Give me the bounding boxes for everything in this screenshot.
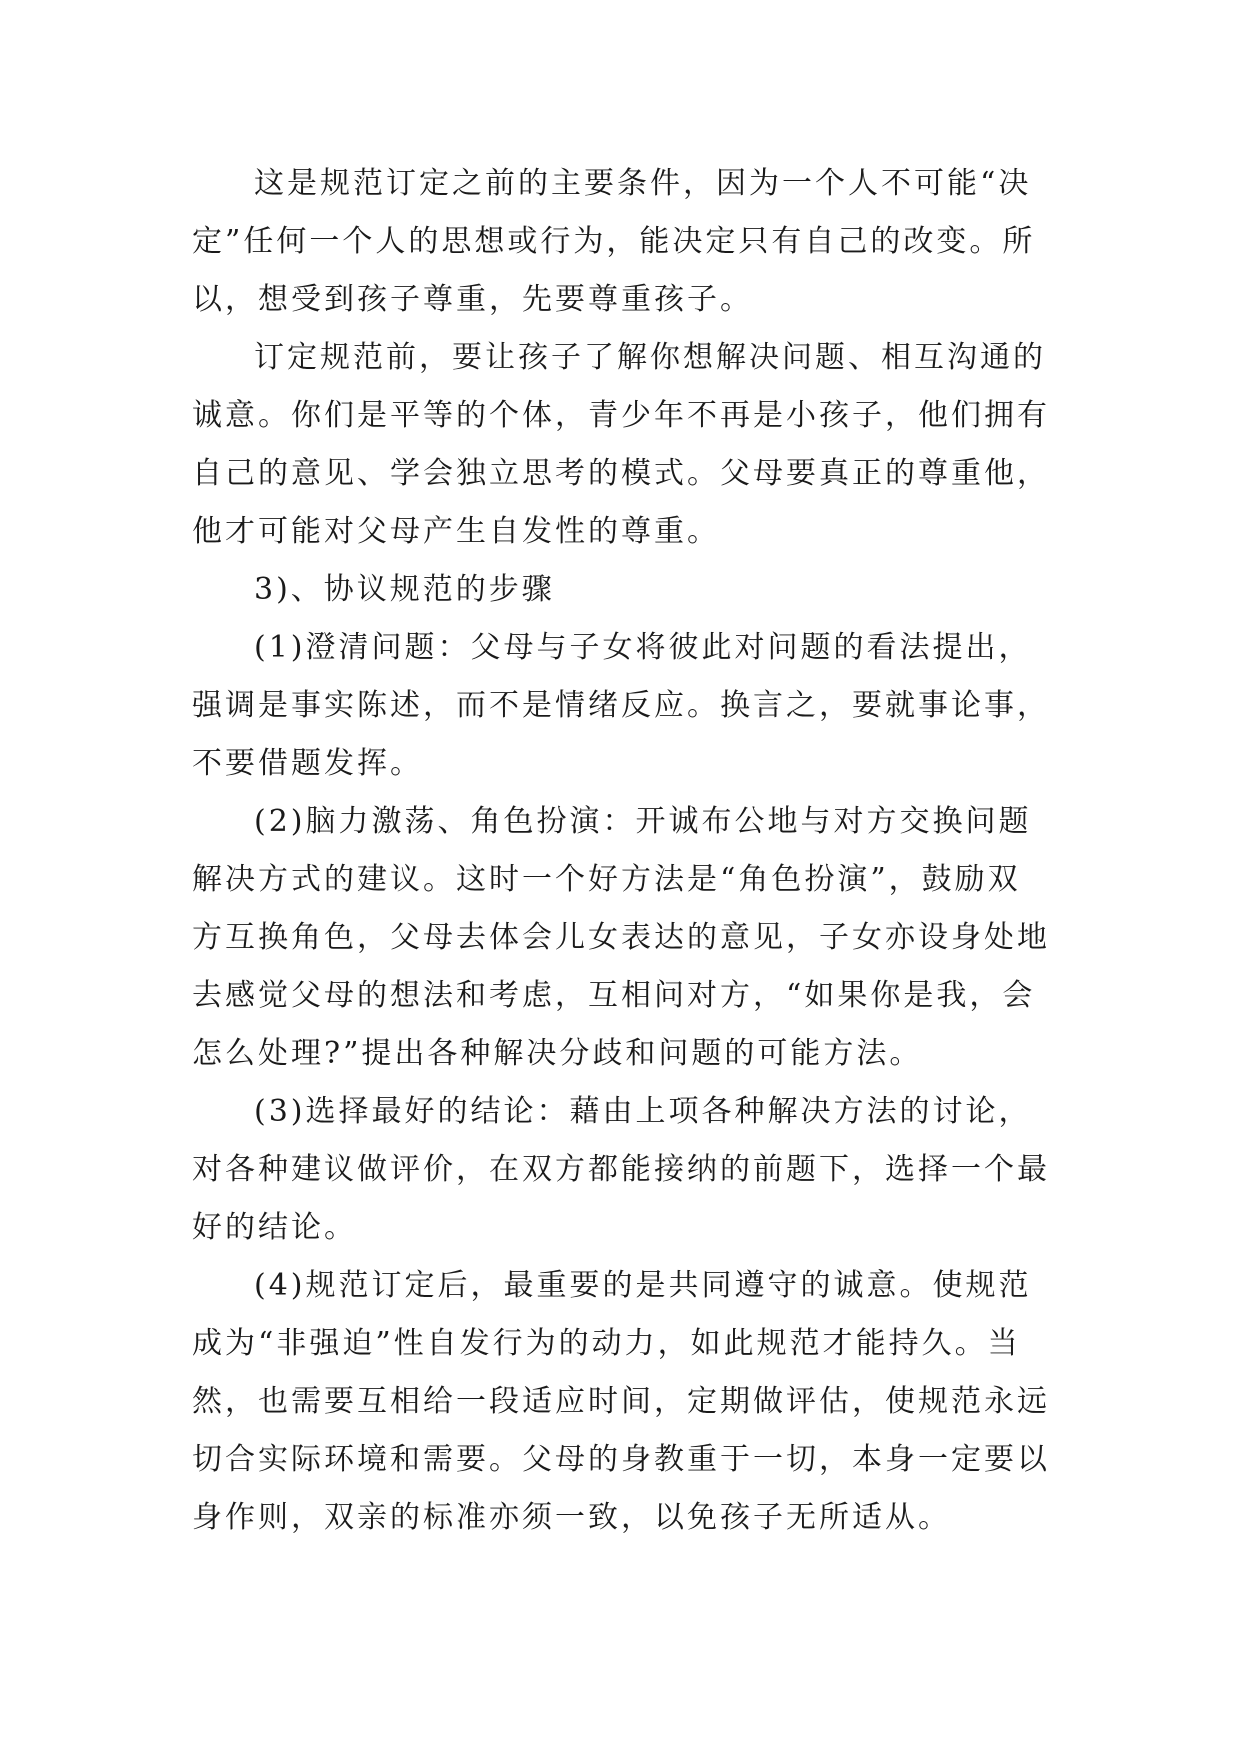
document-body: [192, 155, 1072, 1547]
paragraph-sincerity: 订定规范前，要让孩子了解你想解决问题、相互沟通的 诚意。你们是平等的个体，青少年不再是小孩子，他们拥有 自己的意见、学会独立思考的模式。父母要真正的尊重他， 他才可能对父母产生自发性的尊重。: [192, 340, 1050, 549]
paragraph-step-1: (1)澄清问题：父母与子女将彼此对问题的看法提出， 强调是事实陈述，而不是情绪反应。换言之，要就事论事， 不要借题发挥。: [192, 630, 1050, 781]
paragraph-respect-condition: 这是规范订定之前的主要条件，因为一个人不可能“决 定”任何一个人的思想或行为，能决定只有自己的改变。所 以，想受到孩子尊重，先要尊重孩子。: [192, 166, 1036, 317]
paragraph-step-2: (2)脑力激荡、角色扮演：开诚布公地与对方交换问题 解决方式的建议。这时一个好方法是“角色扮演”，鼓励双 方互换角色，父母去体会儿女表达的意见，子女亦设身处地 去感觉父母的想法和考虑，互相问对方，“如果你是我，会 怎么处理?”提出各种解决分歧和问题的可能方法。: [192, 804, 1050, 1071]
section-heading-steps: 3)、协议规范的步骤: [254, 572, 555, 607]
paragraph-step-3: (3)选择最好的结论：藉由上项各种解决方法的讨论， 对各种建议做评价，在双方都能接纳的前题下，选择一个最 好的结论。: [192, 1094, 1050, 1245]
paragraph-step-4: (4)规范订定后，最重要的是共同遵守的诚意。使规范 成为“非强迫”性自发行为的动力，如此规范才能持久。当 然，也需要互相给一段适应时间，定期做评估，使规范永远 切合实际环境和需要。父母的身教重于一切，本身一定要以 身作则，双亲的标准亦须一致，以免孩子无所适从。: [192, 1268, 1050, 1535]
